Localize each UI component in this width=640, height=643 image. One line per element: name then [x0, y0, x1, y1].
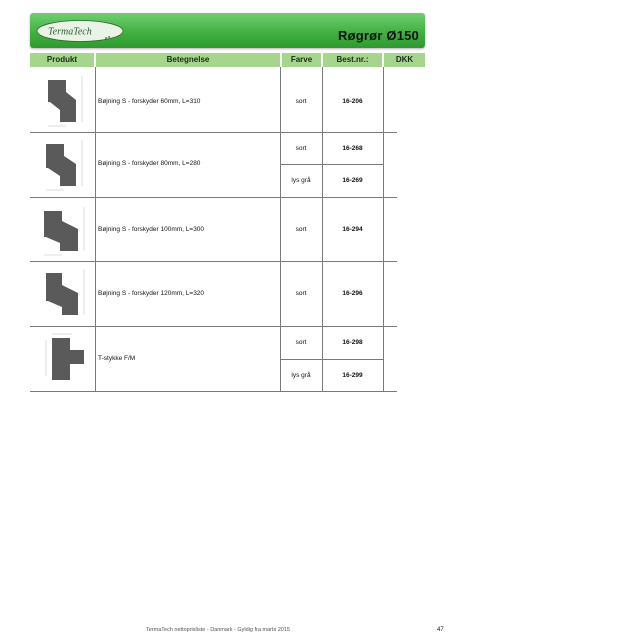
termatech-logo — [36, 19, 128, 43]
product-image — [38, 265, 90, 321]
header-banner — [30, 13, 425, 48]
product-description: Bøjning S - forskyder 60mm, L=310 — [98, 98, 201, 105]
color-value: lys grå — [291, 372, 311, 379]
item-number: 16-268 — [342, 145, 363, 152]
color-value: sort — [295, 339, 307, 346]
page-number: 47 — [437, 627, 444, 633]
product-image — [38, 136, 90, 192]
column-header-farve: Farve — [282, 53, 321, 67]
color-value: sort — [295, 145, 307, 152]
column-header-dkk: DKK — [384, 53, 425, 67]
item-number: 16-298 — [342, 339, 363, 346]
item-number: 16-296 — [342, 290, 363, 297]
color-value: sort — [295, 226, 307, 233]
svg-text:TermaTech: TermaTech — [48, 26, 92, 38]
item-number: 16-299 — [342, 372, 363, 379]
color-value: lys grå — [291, 177, 311, 184]
product-description: Bøjning S - forskyder 100mm, L=300 — [98, 226, 205, 233]
column-header-betegnelse: Betegnelse — [96, 53, 280, 67]
product-image — [36, 201, 92, 257]
column-header-produkt: Produkt — [30, 53, 94, 67]
footer-text: TermaTech nettoprisliste - Danmark - Gyldig fra marts 2015 — [146, 627, 290, 633]
product-description: Bøjning S - forskyder 80mm, L=280 — [98, 160, 201, 167]
column-header-bestnr: Best.nr.: — [323, 53, 382, 67]
color-value: sort — [295, 290, 307, 297]
color-value: sort — [295, 98, 307, 105]
page-title: Røgrør Ø150 — [338, 28, 419, 43]
product-image — [38, 72, 90, 128]
product-description: T-stykke F/M — [98, 355, 136, 362]
product-description: Bøjning S - forskyder 120mm, L=320 — [98, 290, 205, 297]
item-number: 16-269 — [342, 177, 363, 184]
item-number: 16-294 — [342, 226, 363, 233]
item-number: 16-206 — [342, 98, 363, 105]
product-image — [40, 330, 92, 386]
